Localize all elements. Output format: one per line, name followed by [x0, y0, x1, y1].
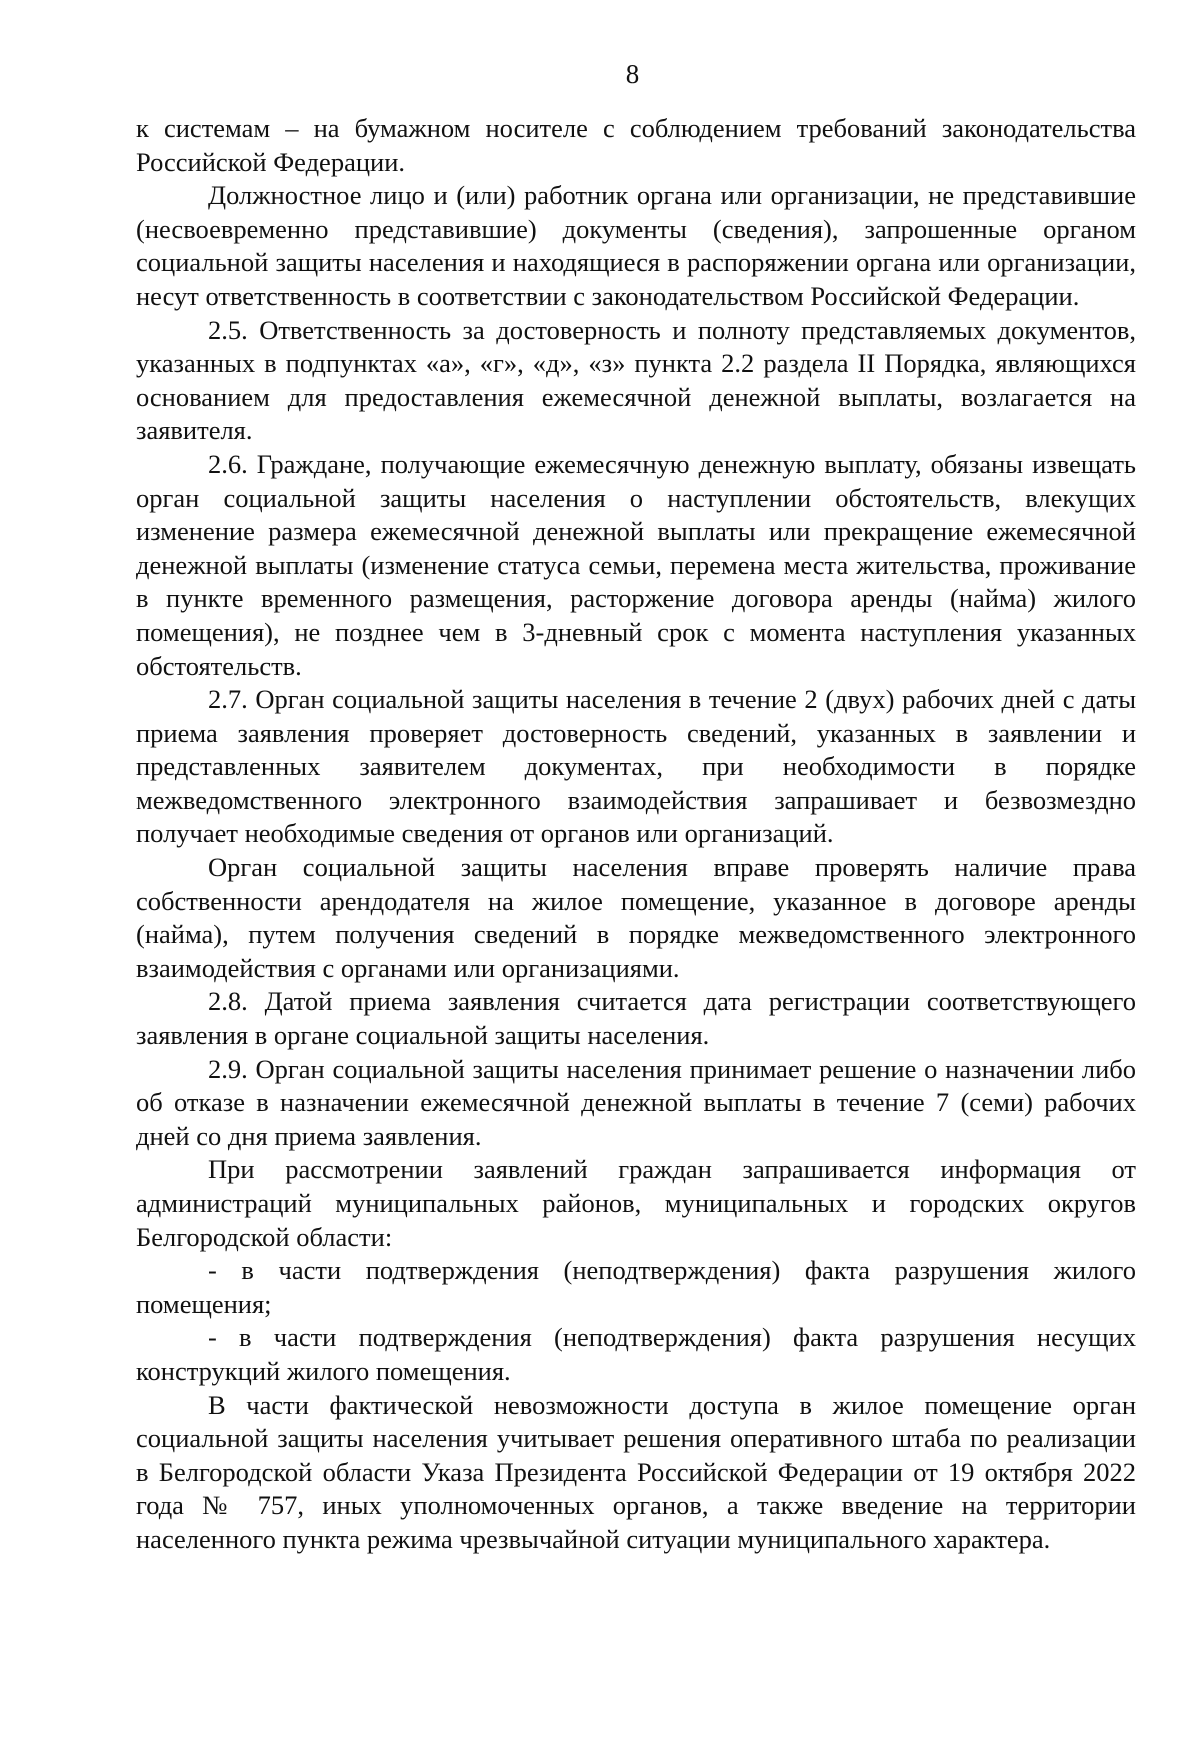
- paragraph-access-impossibility: В части фактической невозможности доступа в жилое помещение орган социальной защиты населения учитывает решения оперативного штаба по реализации в Белгородской области Указа Президента Российской Федерации от 19 октября 2022 года № 757, иных уполномоченных органов, а также введение на территории населенного пункта режима чрезвычайной ситуации муниципального характера.: [136, 1389, 1136, 1554]
- document-body: [136, 112, 1136, 1557]
- paragraph-clause-2-8: 2.8. Датой приема заявления считается дата регистрации соответствующего заявления в органе социальной защиты населения.: [136, 986, 1136, 1051]
- paragraph-official-liability: Должностное лицо и (или) работник органа или организации, не представившие (несвоевременно представившие) документы (сведения), запрошенные органом социальной защиты населения и находящиеся в распоряжении органа или организации, несут ответственность в соответствии с законодательством Российской Федерации.: [136, 180, 1136, 311]
- paragraph-continuation: к системам – на бумажном носителе с соблюдением требований законодательства Российской Федерации.: [136, 113, 1136, 177]
- list-item-structures: - в части подтверждения (неподтверждения) факта разрушения несущих конструкций жилого помещения.: [136, 1322, 1136, 1386]
- paragraph-clause-2-5: 2.5. Ответственность за достоверность и полноту представляемых документов, указанных в подпунктах «а», «г», «д», «з» пункта 2.2 раздела II Порядка, являющихся основанием для предоставления ежемесячной денежной выплаты, возлагается на заявителя.: [136, 314, 1136, 446]
- paragraph-clause-2-9: 2.9. Орган социальной защиты населения принимает решение о назначении либо об отказе в назначении ежемесячной денежной выплаты в течение 7 (семи) рабочих дней со дня приема заявления.: [136, 1053, 1136, 1151]
- paragraph-ownership-check: Орган социальной защиты населения вправе проверять наличие права собственности арендодателя на жилое помещение, указанное в договоре аренды (найма), путем получения сведений в порядке межведомственного электронного взаимодействия с органами или организациями.: [136, 852, 1136, 983]
- list-item-destruction: - в части подтверждения (неподтверждения) факта разрушения жилого помещения;: [136, 1255, 1136, 1319]
- page-number: 8: [625, 59, 640, 89]
- paragraph-clause-2-6: 2.6. Граждане, получающие ежемесячную денежную выплату, обязаны извещать орган социальной защиты населения о наступлении обстоятельств, влекущих изменение размера ежемесячной денежной выплаты или прекращение ежемесячной денежной выплаты (изменение статуса семьи, перемена места жительства, проживание в пункте временного размещения, расторжение договора аренды (найма) жилого помещения), не позднее чем в 3-дневный срок с момента наступления указанных обстоятельств.: [136, 448, 1136, 681]
- paragraph-clause-2-7: 2.7. Орган социальной защиты населения в течение 2 (двух) рабочих дней с даты приема заявления проверяет достоверность сведений, указанных в заявлении и представленных заявителем документах, при необходимости в порядке межведомственного электронного взаимодействия запрашивает и безвозмездно получает необходимые сведения от органов или организаций.: [136, 684, 1136, 849]
- paragraph-administration-request: При рассмотрении заявлений граждан запрашивается информация от администраций муниципальных районов, муниципальных и городских округов Белгородской области:: [136, 1154, 1136, 1252]
